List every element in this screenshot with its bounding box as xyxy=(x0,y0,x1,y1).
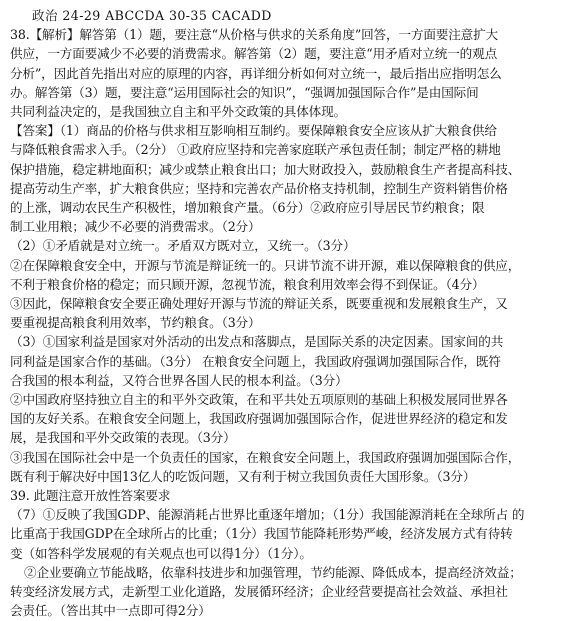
q38-answer-line: 制工业用粮；减少不必要的消费需求。（2分） xyxy=(10,219,261,235)
q38-part3-line: 合我国的根本利益，又符合世界各国人民的根本利益。（3分） xyxy=(10,372,348,388)
q38-analysis-line: 办。解答第（3）题，要注意“运用国际社会的知识”，“强调加强国际合作”是由国际间 xyxy=(10,84,479,100)
q38-part3-line: ②中国政府坚持独立自主的和平外交政策，在和平共处五项原则的基础上积极发展同世界各 xyxy=(10,392,508,408)
q38-part2-line: 要重视提高粮食利用效率，节约粮食。（3分） xyxy=(10,315,261,331)
answer-key-line: 政治 24-29 ABCCDA 30-35 CACADD xyxy=(32,8,272,23)
q39-answer-line: 变（如答科学发展观的有关观点也可以得1分）（1分）。 xyxy=(10,545,312,561)
q39-answer-line: 转变经济发展方式，走新型工业化道路，发展循环经济；企业经营要提高社会效益、承担社 xyxy=(10,584,508,600)
q38-answer-line: 的上涨，调动农民生产积极性，增加粮食产量。（6分）②政府应引导居民节约粮食；限 xyxy=(10,200,485,216)
q38-analysis-line: 共同利益决定的，是我国独立自主和平外交政策的具体体现。 xyxy=(10,104,346,120)
q39-answer-line: 比重高于我国GDP在全球所占的比重；（1分）我国节能降耗形势严峻，经济发展方式有待转 xyxy=(10,526,513,542)
q38-part3-line: 展，是我国和平外交政策的表现。（3分） xyxy=(10,430,236,446)
q39-heading: 39. 此题注意开放性答案要求 xyxy=(10,488,171,504)
q38-answer-line: 提高劳动生产率，扩大粮食供应；坚持和完善农产品价格支持机制，控制生产资料销售价格 xyxy=(10,180,508,196)
q38-part3-line: 国的友好关系。在粮食安全问题上，我国政府强调加强国际合作，促进世界经济的稳定和发 xyxy=(10,411,508,427)
q38-part2-line: ②在保障粮食安全中，开源与节流是辩证统一的。只讲节流不讲开源，难以保障粮食的供应， xyxy=(10,257,521,273)
q38-analysis-line: 供应，一方面要减少不必要的消费需求。解答第（2）题，要注意“用矛盾对立统一的观点 xyxy=(10,46,498,62)
q39-answer-line: 会责任。（答出其中一点即可得2分） xyxy=(10,603,211,619)
q39-answer-line: ②企业要确立节能战略，依靠科技进步和加强管理，节约能源、降低成本，提高经济效益； xyxy=(24,564,522,580)
q38-part2-line: （2）①矛盾就是对立统一。矛盾双方既对立，又统一。（3分） xyxy=(10,238,356,254)
q38-part2-line: ③因此，保障粮食安全要正确处理好开源与节流的辩证关系，既要重视和发展粮食生产，又 xyxy=(10,296,508,312)
q39-answer-line: （7）①反映了我国GDP、能源消耗占世界比重逐年增加；（1分）我国能源消耗在全球所占 的 xyxy=(10,507,525,523)
q38-part3-line: （3）①国家利益是国家对外活动的出发点和落脚点，是国际关系的决定因素。国家间的共 xyxy=(10,334,504,350)
q38-answer-line: 保护措施，稳定耕地面积；减少或禁止粮食出口；加大财政投入，鼓励粮食生产者提高科技、 xyxy=(10,161,521,177)
q38-part2-line: 不利于粮食价格的稳定；而只顾开源，忽视节流，粮食利用效率会得不到保证。（4分） xyxy=(10,276,485,292)
q38-part3-line: 同利益是国家合作的基础。（3分） 在粮食安全问题上，我国政府强调加强国际合作，既符 xyxy=(10,353,501,369)
q38-part3-line: ③我国在国际社会中是一个负责任的国家，在粮食安全问题上，我国政府强调加强国际合作， xyxy=(10,449,521,465)
q38-analysis-line: 38.【解析】解答第（1）题，要注意“从价格与供求的关系角度”回答，一方面要注意扩大 xyxy=(10,27,498,43)
q38-part3-line: 既有利于解决好中国13亿人的吃饭问题，又有利于树立我国负责任大国形象。（3分） xyxy=(10,468,476,484)
q38-analysis-line: 分析”，因此首先指出对应的原理的内容，再详细分析如何对立统一，最后指出应指明怎么 xyxy=(10,65,502,81)
q38-answer-line: 与降低粮食需求入手。（2分） ①政府应坚持和完善家庭联产承包责任制；制定严格的耕地 xyxy=(10,142,501,158)
q38-answer-line: 【答案】（1）商品的价格与供求相互影响相互制约。要保障粮食安全应该从扩大粮食供给 xyxy=(10,123,497,139)
